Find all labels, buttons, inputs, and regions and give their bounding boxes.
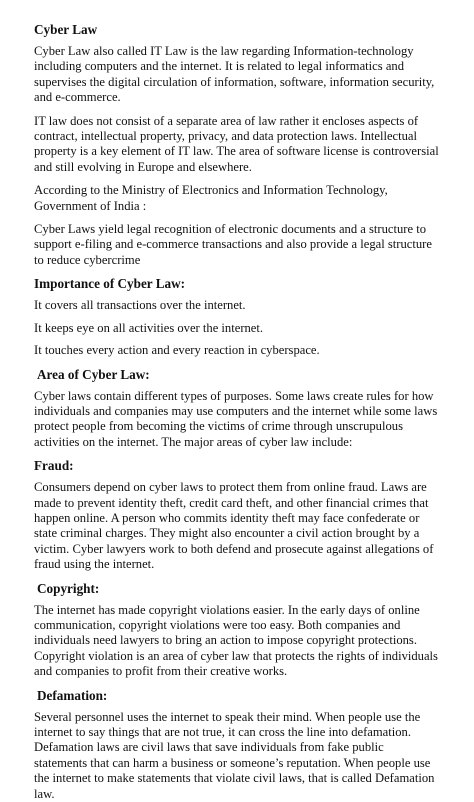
paragraph-fraud: Consumers depend on cyber laws to protect them from online fraud. Laws are made to prevent identity theft, credit card theft, and other financial crimes that happen online. A person who commits identity theft may face confederate or state criminal charges. They might also encounter a civil action brought by a victim. Cyber lawyers work to both defend and prosecute against allegations of fraud using the internet. [34, 480, 434, 572]
heading-cyber-law: Cyber Law [34, 22, 98, 37]
heading-importance: Importance of Cyber Law: [34, 276, 186, 292]
importance-item: It keeps eye on all activities over the internet. [34, 320, 264, 335]
paragraph-ministry: According to the Ministry of Electronics and Information Technology, Government of India : [34, 183, 388, 213]
importance-item: It touches every action and every reaction in cyberspace. [34, 343, 320, 358]
paragraph-yield: Cyber Laws yield legal recognition of electronic documents and a structure to support e-filing and e-commerce transactions and also provide a legal structure to reduce cybercrime [34, 222, 432, 267]
paragraph-area: Cyber laws contain different types of purposes. Some laws create rules for how individuals and companies may use computers and the internet while some laws protect people from becoming the victims of crime through unscrupulous activities on the internet. The major areas of cyber law include: [34, 388, 438, 449]
paragraph-it-law: IT law does not consist of a separate area of law rather it encloses aspects of contract, intellectual property, privacy, and data protection laws. Intellectual property is a key element of IT law. The area of software license is controversial and still evolving in Europe and elsewhere. [34, 113, 439, 174]
heading-copyright: Copyright: [37, 580, 100, 596]
heading-fraud: Fraud: [34, 458, 74, 474]
paragraph-copyright: The internet has made copyright violations easier. In the early days of online communication, copyright violations were too easy. Both companies and individuals need lawyers to bring an action to impose copyright protections. Copyright violation is an area of cyber law that protects the rights of individuals and companies to profit from their creative works. [34, 602, 438, 679]
paragraph-intro: Cyber Law also called IT Law is the law regarding Information-technology including computers and the internet. It is related to legal informatics and supervises the digital circulation of information, software, information security, and e-commerce. [34, 44, 435, 105]
paragraph-defamation: Several personnel uses the internet to speak their mind. When people use the internet to say things that are not true, it can cross the line into defamation. Defamation laws are civil laws that save individuals from fake public statements that can harm a business or someone’s reputation. When people use the internet to make statements that violate civil laws, that is called Defamation law. [34, 709, 435, 801]
importance-item: It covers all transactions over the internet. [34, 298, 246, 313]
heading-area: Area of Cyber Law: [37, 366, 150, 382]
heading-defamation: Defamation: [37, 687, 108, 703]
